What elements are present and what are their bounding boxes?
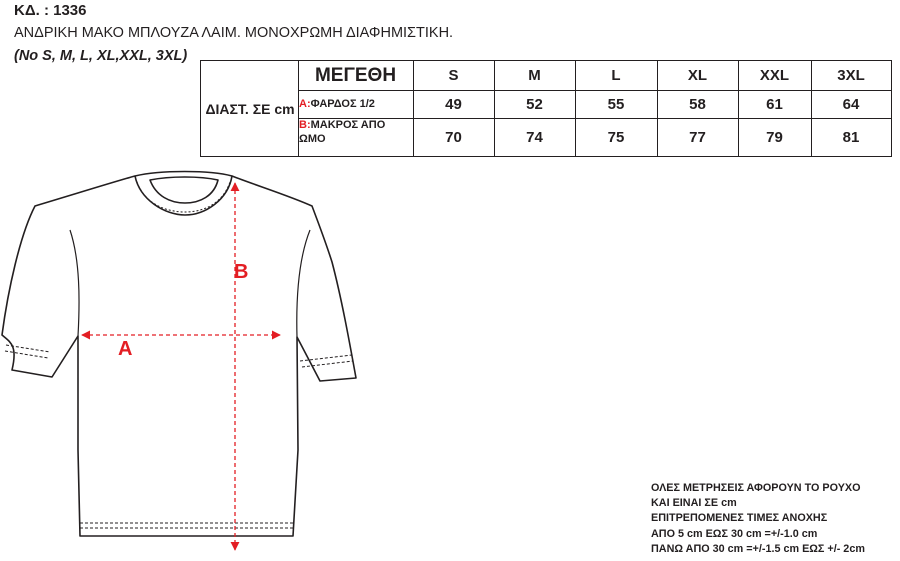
product-code: ΚΔ. : 1336 <box>14 2 87 19</box>
row-a-value-s: 49 <box>445 95 462 113</box>
size-col-s: S <box>448 67 459 84</box>
available-sizes: (No S, M, L, XL,XXL, 3XL) <box>14 48 188 64</box>
unit-label: ΔΙΑΣΤ. ΣΕ cm <box>205 100 295 117</box>
row-a-marker: A: <box>299 98 311 110</box>
label-a: A <box>118 338 133 360</box>
row-a-value-m: 52 <box>526 95 543 113</box>
row-b-value-m: 74 <box>526 128 543 146</box>
size-col-xxl: XXL <box>759 67 790 84</box>
size-col-xl: XL <box>687 67 708 84</box>
row-a-value-xxl: 61 <box>766 95 783 113</box>
row-b-value-xxl: 79 <box>766 128 783 146</box>
measurement-notes <box>651 481 865 557</box>
row-a-value-l: 55 <box>607 95 625 113</box>
row-b-value-s: 70 <box>445 128 462 146</box>
row-b-value-l: 75 <box>607 128 625 146</box>
row-a-value-3xl: 64 <box>842 95 860 113</box>
size-col-3xl: 3XL <box>837 67 865 84</box>
size-header: ΜΕΓΕΘΗ <box>314 64 397 86</box>
note-line-3: ΕΠΙΤΡΕΠΟΜΕΝΕΣ ΤΙΜΕΣ ΑΝΟΧΗΣ <box>651 512 828 525</box>
row-b-value-3xl: 81 <box>842 128 860 146</box>
row-a-value-xl: 58 <box>689 95 706 113</box>
row-b-text-2: ΩΜΟ <box>299 133 326 145</box>
size-col-m: M <box>528 67 541 84</box>
row-b-marker: B: <box>299 119 311 131</box>
row-b-value-xl: 77 <box>689 128 706 146</box>
tshirt-outline <box>2 172 356 537</box>
note-line-2: ΚΑΙ ΕΙΝΑΙ ΣΕ cm <box>651 497 737 510</box>
row-b-text-1: ΜΑΚΡΟΣ ΑΠΟ <box>310 119 386 131</box>
size-col-l: L <box>611 67 621 84</box>
note-line-1: ΟΛΕΣ ΜΕΤΡΗΣΕΙΣ ΑΦΟΡΟΥΝ ΤΟ ΡΟΥΧΟ <box>651 482 861 494</box>
note-line-5: ΠΑΝΩ ΑΠΟ 30 cm =+/-1.5 cm ΕΩΣ +/- 2cm <box>651 542 865 555</box>
label-b: B <box>234 261 249 283</box>
product-description: ΑΝΔΡΙΚΗ ΜΑΚΟ ΜΠΛΟΥΖΑ ΛΑΙΜ. ΜΟΝΟΧΡΩΜΗ ΔΙΑΦΗΜΙΣΤΙΚΗ. <box>14 25 454 41</box>
note-line-4: ΑΠΟ 5 cm ΕΩΣ 30 cm =+/-1.0 cm <box>651 527 818 540</box>
row-a-text: ΦΑΡΔΟΣ 1/2 <box>310 98 375 110</box>
